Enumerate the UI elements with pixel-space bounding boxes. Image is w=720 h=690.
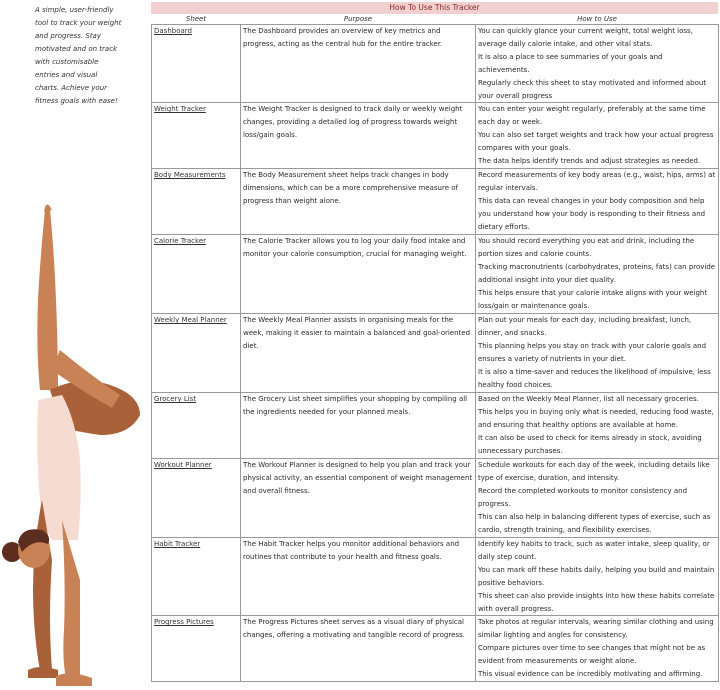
- sheet-link[interactable]: Calorie Tracker: [152, 235, 241, 314]
- how-to-use-line: Compare pictures over time to see changes that might not be as evident from measurements or weight alone.: [478, 644, 706, 666]
- table-row: [152, 393, 719, 459]
- purpose-cell: The Weight Tracker is designed to track daily or weekly weight changes, providing a detailed log of progress towards weight loss/gain goals.: [241, 103, 476, 169]
- hand-right: [56, 673, 92, 686]
- handstand-illustration: [0, 200, 150, 690]
- how-to-use-line: This visual evidence can be incredibly motivating and affirming.: [478, 670, 703, 679]
- sheet-link[interactable]: Habit Tracker: [152, 537, 241, 615]
- how-to-use-line: This data can reveal changes in your body composition and help you understand how your body is responding to their fitness and dietary efforts.: [478, 197, 706, 232]
- how-to-use-line: The data helps identify trends and adjust strategies as needed.: [478, 157, 701, 166]
- how-to-use-line: Record measurements of key body areas (e.g., waist, hips, arms) at regular intervals.: [478, 171, 716, 193]
- table-row: [152, 169, 719, 235]
- sheet-link[interactable]: Dashboard: [152, 25, 241, 103]
- purpose-cell: The Progress Pictures sheet serves as a visual diary of physical changes, offering a motivating and tangible record of progress.: [241, 616, 476, 682]
- sheet-link[interactable]: Weekly Meal Planner: [152, 314, 241, 393]
- table-row: [152, 103, 719, 169]
- header-how-to-use: How to Use: [577, 15, 617, 23]
- sheet-link[interactable]: Body Measurements: [152, 169, 241, 235]
- how-to-use-line: Take photos at regular intervals, wearing similar clothing and using similar lighting and angles for consistency.: [478, 618, 714, 640]
- hand-left: [28, 667, 58, 678]
- how-to-use-line: Tracking macronutrients (carbohydrates, proteins, fats) can provide additional insight into your diet quality.: [478, 263, 716, 285]
- how-to-use-line: You can quickly glance your current weight, total weight loss, average daily calorie intake, and other vital stats.: [478, 27, 693, 48]
- table-row: [152, 458, 719, 537]
- purpose-cell: The Habit Tracker helps you monitor additional behaviors and routines that contribute to your health and fitness goals.: [241, 537, 476, 615]
- header-sheet: Sheet: [185, 15, 207, 23]
- how-to-use-cell: [476, 103, 719, 169]
- sheet-link[interactable]: Progress Pictures: [152, 616, 241, 682]
- table-row: [152, 25, 719, 103]
- table-row: [152, 314, 719, 393]
- how-to-use-line: You can mark off these habits daily, helping you build and maintain positive behaviors.: [478, 565, 715, 587]
- how-to-use-cell: [476, 393, 719, 459]
- how-to-use-line: Based on the Weekly Meal Planner, list all necessary groceries.: [478, 395, 699, 404]
- tagline: A simple, user-friendly tool to track your weight and progress. Stay motivated and on track with customisable entries and visual charts. Achieve your fitness goals with ease!: [35, 6, 122, 105]
- table-row: [152, 235, 719, 314]
- how-to-use-line: Schedule workouts for each day of the week, including details like type of exercise, duration, and intensity.: [478, 460, 710, 482]
- purpose-cell: The Weekly Meal Planner assists in organising meals for the week, making it easier to maintain a balanced and goal-oriented diet.: [241, 314, 476, 393]
- how-to-use-line: It can also be used to check for items already in stock, avoiding unnecessary purchases.: [478, 434, 702, 456]
- how-to-use-cell: [476, 235, 719, 314]
- how-to-use-line: This sheet can also provide insights into how these habits correlate with overall progress.: [478, 591, 715, 613]
- how-to-use-line: This can also help in balancing different types of exercise, such as cardio, strength training, and flexibility exercises.: [478, 512, 711, 534]
- sidebar: [0, 0, 150, 690]
- how-to-use-line: This planning helps you stay on track with your calorie goals and ensures a variety of nutrients in your diet.: [478, 342, 707, 364]
- how-to-use-line: You can also set target weights and track how your actual progress compares with your goals.: [478, 131, 714, 153]
- how-to-use-line: It is also a place to see summaries of your goals and achievements.: [478, 52, 663, 74]
- table-row: [152, 616, 719, 682]
- how-to-use-line: Record the completed workouts to monitor consistency and progress.: [478, 486, 688, 508]
- how-to-use-line: You should record everything you eat and drink, including the portion sizes and calorie counts.: [478, 237, 695, 259]
- arm-front: [62, 520, 80, 678]
- purpose-cell: The Workout Planner is designed to help you plan and track your physical activity, an essential component of weight management and overall fitness.: [241, 458, 476, 537]
- table-title: How To Use This Tracker: [151, 2, 718, 14]
- purpose-cell: The Grocery List sheet simplifies your shopping by compiling all the ingredients needed for your planned meals.: [241, 393, 476, 459]
- how-to-use-line: Plan out your meals for each day, including breakfast, lunch, dinner, and snacks.: [478, 316, 692, 338]
- how-to-use-cell: [476, 25, 719, 103]
- purpose-cell: The Calorie Tracker allows you to log your daily food intake and monitor your calorie consumption, crucial for managing weight.: [241, 235, 476, 314]
- how-to-use-line: It is also a time-saver and reduces the likelihood of impulsive, less healthy food choices.: [478, 368, 711, 389]
- sheet-link[interactable]: Workout Planner: [152, 458, 241, 537]
- header-purpose: Purpose: [343, 15, 373, 23]
- how-to-use-line: Regularly check this sheet to stay motivated and informed about your overall progress: [478, 78, 707, 100]
- how-to-use-line: Identify key habits to track, such as water intake, sleep quality, or daily step count.: [478, 539, 710, 561]
- sheet-link[interactable]: Grocery List: [152, 393, 241, 459]
- sheet-link[interactable]: Weight Tracker: [152, 103, 241, 169]
- how-to-use-line: This helps you in buying only what is needed, reducing food waste, and ensuring that healthy options are available at home.: [478, 408, 714, 430]
- raised-foot: [44, 204, 52, 212]
- table-row: [152, 537, 719, 615]
- purpose-cell: The Body Measurement sheet helps track changes in body dimensions, which can be a more comprehensive measure of progress than weight alone.: [241, 169, 476, 235]
- how-to-use-cell: [476, 616, 719, 682]
- how-to-use-cell: [476, 537, 719, 615]
- how-to-use-line: This helps ensure that your calorie intake aligns with your weight loss/gain or maintenance goals.: [478, 289, 708, 310]
- how-to-use-cell: [476, 169, 719, 235]
- how-to-use-cell: [476, 458, 719, 537]
- purpose-cell: The Dashboard provides an overview of key metrics and progress, acting as the central hub for the entire tracker.: [241, 25, 476, 103]
- how-to-use-cell: [476, 314, 719, 393]
- how-to-use-table: [151, 2, 718, 682]
- how-to-use-line: You can enter your weight regularly, preferably at the same time each day or week.: [478, 105, 706, 127]
